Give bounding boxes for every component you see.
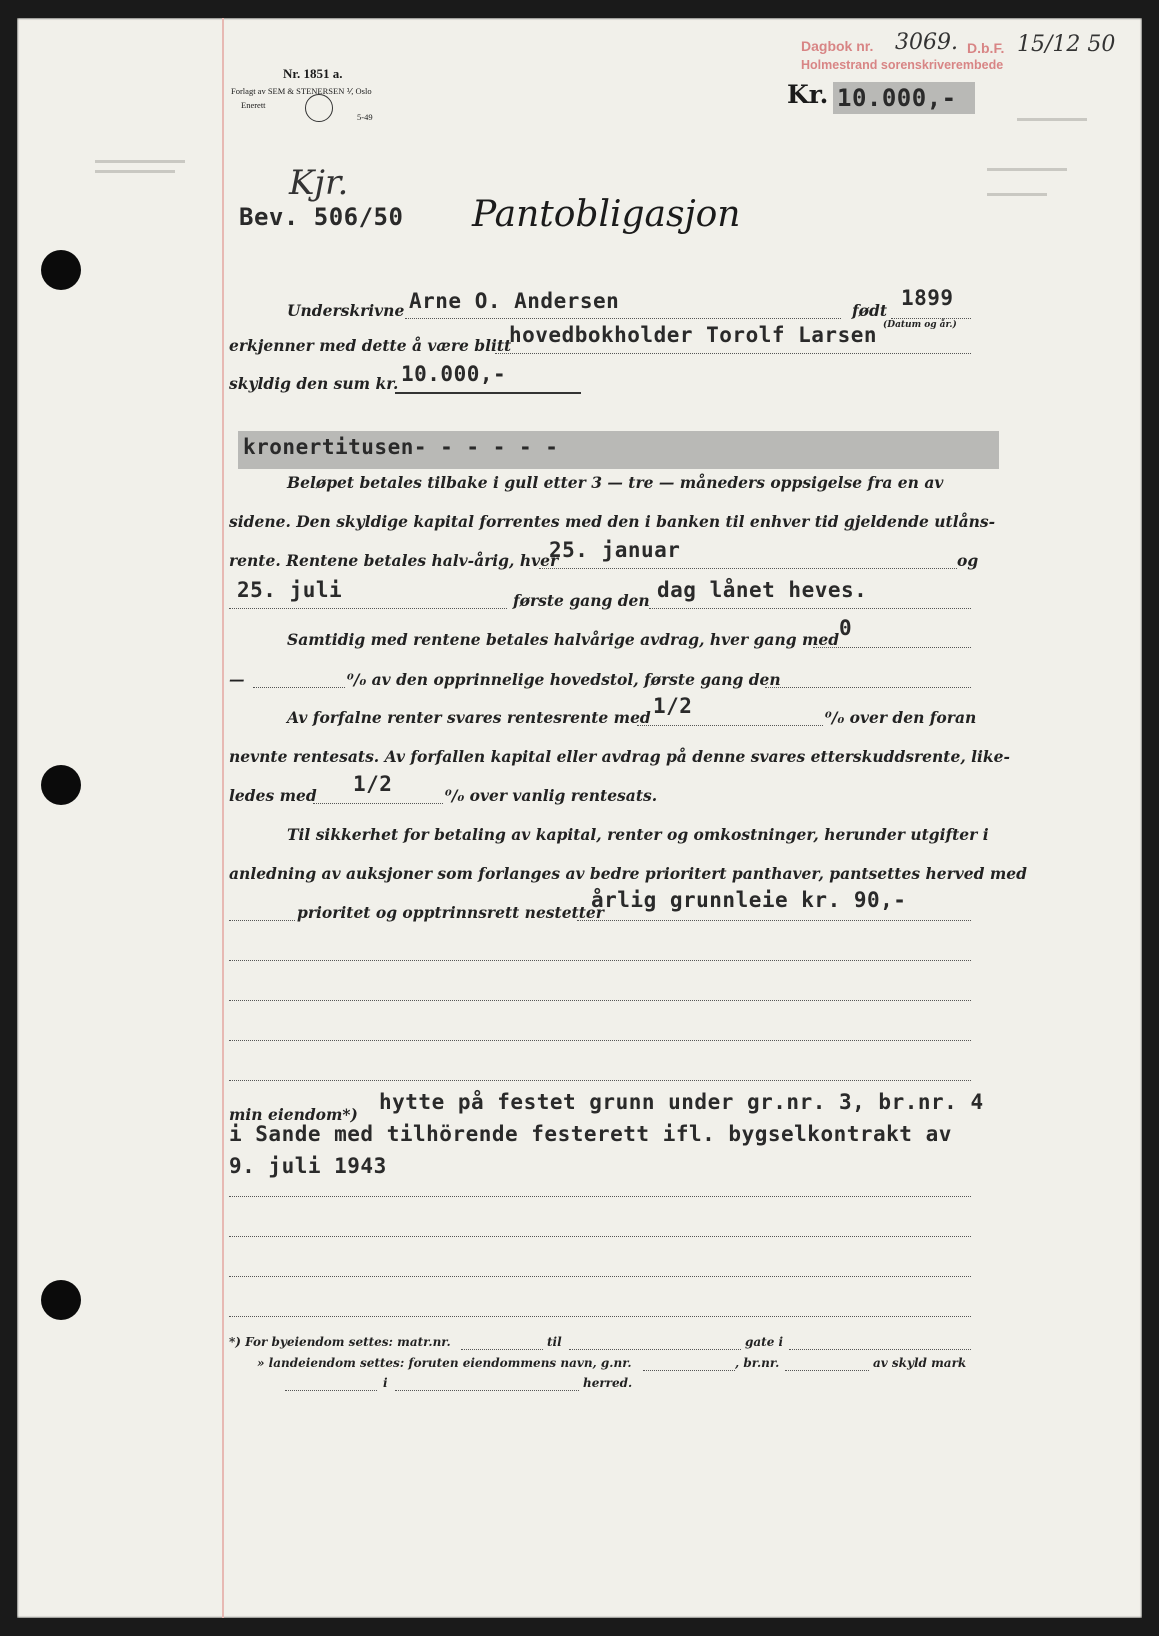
edition: 5-49 <box>357 112 373 122</box>
ground-rent: årlig grunnleie kr. 90,- <box>591 888 907 912</box>
fill-line <box>229 1316 971 1317</box>
punch-hole <box>41 765 81 805</box>
stamp-abbrev: D.b.F. <box>967 40 1005 56</box>
bleed-through <box>95 160 185 163</box>
fill-line <box>577 920 971 921</box>
acknowledge-label: erkjenner med dette å være blitt <box>229 336 512 355</box>
interest-date-1: 25. januar <box>549 538 681 562</box>
fill-line <box>539 568 957 569</box>
punch-hole <box>41 1280 81 1320</box>
bleed-through <box>987 193 1047 196</box>
paragraph-line: sidene. Den skyldige kapital forrentes med den i banken til enhver tid gjeldende utlåns- <box>229 512 996 531</box>
compound-interest-rate: 1/2 <box>653 694 693 718</box>
date-note: (Datum og år.) <box>883 320 957 330</box>
fill-line <box>569 1349 741 1350</box>
fill-line <box>891 318 971 319</box>
fill-line <box>495 353 971 354</box>
property-line: i Sande med tilhörende festerett ifl. bygselkontrakt av <box>229 1122 952 1146</box>
debtor-name: Arne O. Andersen <box>409 289 620 313</box>
court-name: Holmestrand sorenskriverembede <box>801 58 1004 72</box>
paragraph-line: ledes med <box>229 786 317 805</box>
journal-stamp-label: Dagbok nr. <box>801 38 874 54</box>
fill-line <box>229 1196 971 1197</box>
bleed-through <box>1017 118 1087 121</box>
first-due: dag lånet heves. <box>657 578 868 602</box>
paragraph-line: — <box>229 670 245 689</box>
paragraph-line: rente. Rentene betales halv-årig, hver <box>229 551 559 570</box>
interest-date-2: 25. juli <box>237 578 343 602</box>
late-interest-rate: 1/2 <box>353 772 393 796</box>
document-page <box>17 18 1142 1618</box>
fill-line <box>253 687 345 688</box>
fill-line <box>813 647 971 648</box>
bleed-through <box>987 168 1067 171</box>
fill-line <box>285 1390 377 1391</box>
fill-line <box>785 1370 869 1371</box>
property-line: hytte på festet grunn under gr.nr. 3, br.nr. 4 <box>379 1090 984 1114</box>
punch-hole <box>41 250 81 290</box>
fill-line <box>229 960 971 961</box>
creditor-name: hovedbokholder Torolf Larsen <box>509 323 878 347</box>
footnote-text: gate i <box>745 1335 784 1349</box>
paragraph-line: og <box>957 551 979 570</box>
born-label: født <box>852 301 888 320</box>
footnote-text: til <box>547 1335 562 1349</box>
fill-line <box>405 318 841 319</box>
fill-line <box>229 1080 971 1081</box>
fill-line <box>765 687 971 688</box>
bleed-through <box>95 170 175 173</box>
fill-line <box>461 1349 543 1350</box>
amount-prefix: Kr. <box>787 80 829 109</box>
installment-value: 0 <box>839 616 853 640</box>
amount-value: 10.000,- <box>837 84 957 112</box>
paragraph-line: ⁰/₀ over den foran <box>825 708 977 727</box>
fill-line <box>229 1000 971 1001</box>
margin-rule <box>222 18 224 1618</box>
paragraph-line: Til sikkerhet for betaling av kapital, renter og omkostninger, herunder utgifter i <box>287 825 989 844</box>
amount-in-words: kronertitusen- - - - - - <box>243 435 559 459</box>
paragraph-line: ⁰/₀ av den opprinnelige hovedstol, første gang den <box>347 670 781 689</box>
footnote-text: i <box>383 1376 388 1390</box>
owe-label: skyldig den sum kr. <box>229 374 399 393</box>
document-title: Pantobligasjon <box>472 194 741 235</box>
form-number: Nr. 1851 a. <box>283 66 343 81</box>
fill-line <box>229 1236 971 1237</box>
stamp-date: 15/12 50 <box>1017 32 1116 57</box>
fill-line <box>395 1390 579 1391</box>
handwritten-initials: Kjr. <box>289 163 349 203</box>
paragraph-line: Beløpet betales tilbake i gull etter 3 — tre — måneders oppsigelse fra en av <box>287 473 944 492</box>
publisher-logo <box>305 94 333 122</box>
reference-number: Bev. 506/50 <box>239 203 404 231</box>
paragraph-line: Av forfalne renter svares rentesrente med <box>287 708 651 727</box>
undersign-label: Underskrivne <box>287 301 405 320</box>
property-line: 9. juli 1943 <box>229 1154 387 1178</box>
fill-line <box>229 920 295 921</box>
footnote-text: , br.nr. <box>735 1356 780 1370</box>
fill-line <box>313 803 443 804</box>
paragraph-line: prioritet og opptrinnsrett nestetter <box>297 903 604 922</box>
footnote-text: » landeiendom settes: foruten eiendommens navn, g.nr. <box>257 1356 632 1370</box>
sum-underline <box>395 392 581 394</box>
footnote-text: herred. <box>583 1376 633 1390</box>
fill-line <box>789 1349 971 1350</box>
fill-line <box>229 608 507 609</box>
property-label: min eiendom*) <box>229 1105 358 1124</box>
enerett: Enerett <box>241 100 266 110</box>
publisher: Forlagt av SEM & STENERSEN ⅟, Oslo <box>231 86 372 96</box>
footnote-text: av skyld mark <box>873 1356 967 1370</box>
paragraph-line: første gang den <box>513 591 650 610</box>
owed-sum: 10.000,- <box>401 362 507 386</box>
fill-line <box>229 1276 971 1277</box>
paragraph-line: anledning av auksjoner som forlanges av bedre prioritert panthaver, pantsettes herved med <box>229 864 1027 883</box>
paragraph-line: nevnte rentesats. Av forfallen kapital eller avdrag på denne svares etterskuddsrente, like- <box>229 747 1010 766</box>
journal-number: 3069. <box>895 30 958 55</box>
paragraph-line: Samtidig med rentene betales halvårige avdrag, hver gang med <box>287 630 840 649</box>
footnote-text: *) For byeiendom settes: matr.nr. <box>229 1335 451 1349</box>
fill-line <box>649 608 971 609</box>
fill-line <box>229 1040 971 1041</box>
fill-line <box>643 1370 735 1371</box>
born-year: 1899 <box>901 286 954 310</box>
fill-line <box>637 725 823 726</box>
paragraph-line: ⁰/₀ over vanlig rentesats. <box>445 786 658 805</box>
